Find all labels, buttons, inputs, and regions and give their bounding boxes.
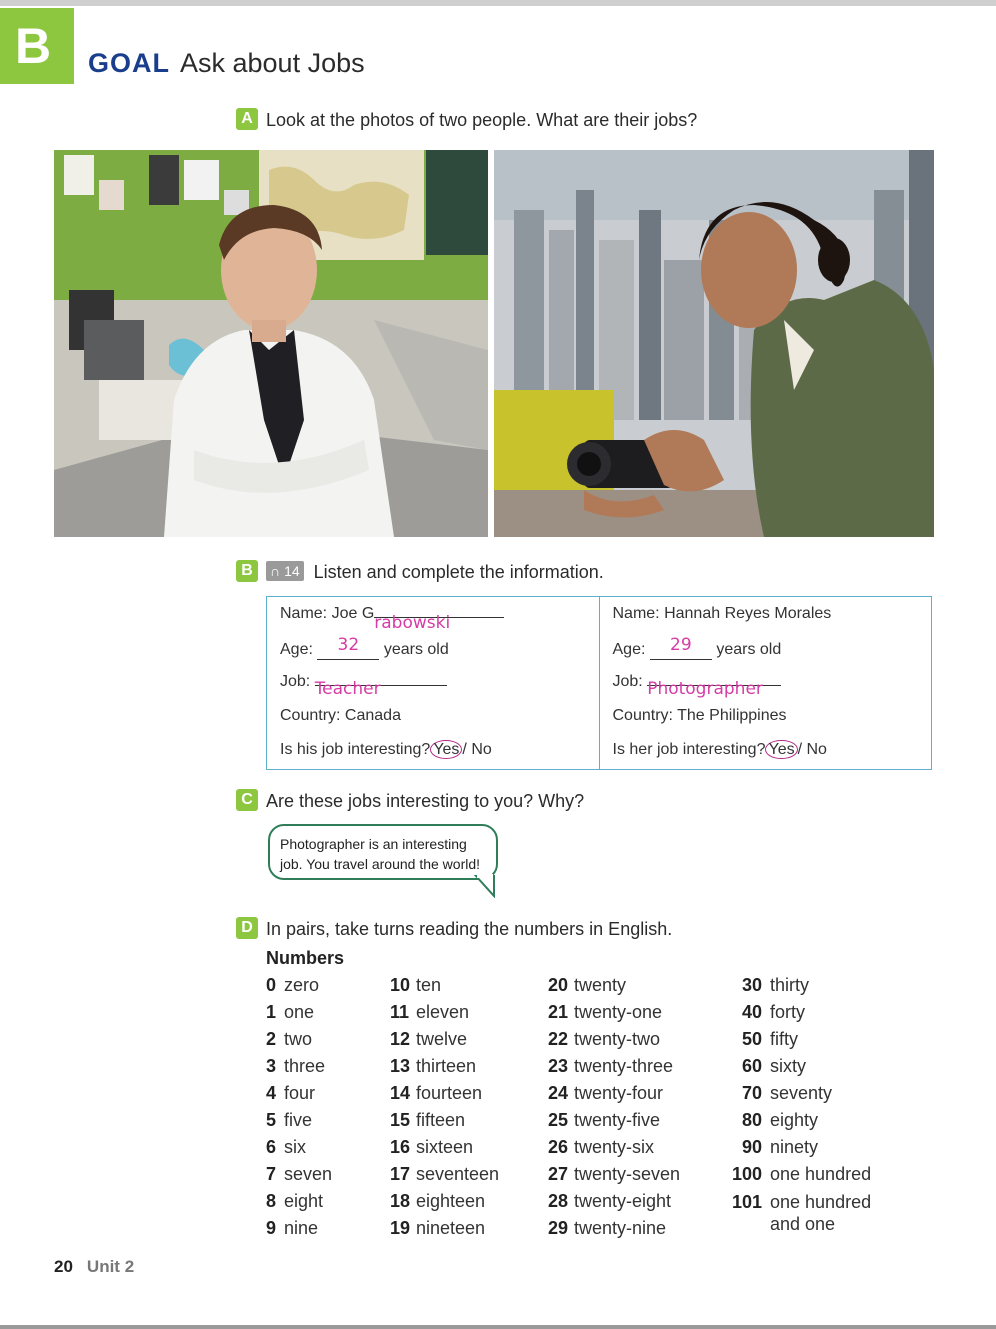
number-item: [728, 1056, 880, 1083]
number-digit: 16: [390, 1137, 411, 1157]
number-word: nine: [284, 1218, 319, 1238]
number-word: five: [284, 1110, 313, 1130]
number-word: twenty-six: [574, 1137, 655, 1157]
numbers-column-4: [728, 975, 880, 1235]
speech-bubble-tail: [474, 874, 498, 898]
person1-age-blank[interactable]: [317, 635, 379, 660]
number-digit: 70: [741, 1083, 762, 1103]
section-badge: [0, 8, 74, 84]
number-word: eighteen: [416, 1191, 486, 1211]
number-word: sixty: [770, 1056, 806, 1076]
number-digit: 11: [390, 1002, 410, 1022]
number-item: [728, 1191, 880, 1235]
person1-job-row: [280, 673, 447, 699]
number-item: [266, 1029, 332, 1056]
person2-age-blank[interactable]: [650, 635, 712, 660]
number-item: [266, 975, 332, 1002]
number-word: forty: [770, 1002, 806, 1022]
number-digit: 27: [548, 1164, 569, 1184]
number-digit: 12: [390, 1029, 411, 1049]
number-word: thirteen: [416, 1056, 477, 1076]
person1-name-answer: rabowski: [374, 613, 451, 633]
number-digit: 7: [266, 1164, 277, 1184]
number-digit: 23: [548, 1056, 569, 1076]
number-word: fifteen: [416, 1110, 466, 1130]
number-word: seven: [284, 1164, 333, 1184]
number-word: fourteen: [416, 1083, 483, 1103]
number-item: [548, 1056, 680, 1083]
exercise-c-text: Are these jobs interesting to you? Why?: [266, 791, 585, 811]
number-digit: 80: [741, 1110, 762, 1130]
page-number: 20: [54, 1257, 73, 1276]
number-word: twenty-two: [574, 1029, 661, 1049]
exercise-a-instruction: [236, 110, 697, 132]
exercise-a-text: Look at the photos of two people. What are their jobs?: [266, 110, 698, 130]
number-word: ninety: [770, 1137, 819, 1157]
number-digit: 20: [548, 975, 569, 995]
number-digit: 15: [390, 1110, 411, 1130]
person2-job-label: Job:: [612, 673, 648, 690]
speech-bubble: [268, 824, 498, 880]
section-letter: B: [14, 18, 52, 74]
number-item: [390, 1137, 499, 1164]
exercise-b-text: Listen and complete the information.: [313, 562, 604, 582]
person2-job-blank[interactable]: [647, 679, 781, 699]
number-digit: 3: [266, 1056, 277, 1076]
person2-card: [599, 597, 932, 769]
number-word: twenty-nine: [574, 1218, 667, 1238]
number-item: [390, 975, 499, 1002]
number-digit: 29: [548, 1218, 569, 1238]
exercise-d-letter: D: [236, 917, 258, 939]
person1-age-row: [280, 635, 449, 660]
number-word: twenty-eight: [574, 1191, 672, 1211]
person2-no-option[interactable]: / No: [797, 741, 827, 758]
number-word: twelve: [416, 1029, 468, 1049]
top-rule: [0, 0, 996, 6]
page-footer: [54, 1257, 134, 1277]
person2-job-row: [612, 673, 782, 699]
person2-question: Is her job interesting?: [612, 741, 766, 758]
person1-question-row: [280, 741, 492, 759]
number-item: [728, 1164, 880, 1191]
number-word: six: [284, 1137, 306, 1157]
number-item: [548, 1137, 680, 1164]
person1-age-answer: 32: [337, 635, 360, 655]
audio-track-number: 14: [284, 563, 300, 580]
number-digit: 13: [390, 1056, 411, 1076]
number-digit: 30: [741, 975, 762, 995]
number-digit: 9: [266, 1218, 277, 1238]
number-digit: 40: [741, 1002, 762, 1022]
number-item: [548, 1164, 680, 1191]
number-digit: 60: [741, 1056, 762, 1076]
number-item: [548, 1029, 680, 1056]
number-word: one hundred and one: [770, 1192, 872, 1234]
number-word: fifty: [770, 1029, 799, 1049]
number-item: [266, 1218, 332, 1245]
teacher-photo: [54, 150, 488, 537]
number-digit: 5: [266, 1110, 277, 1130]
number-item: [266, 1137, 332, 1164]
number-digit: 10: [390, 975, 411, 995]
number-digit: 2: [266, 1029, 277, 1049]
number-word: twenty: [574, 975, 627, 995]
number-item: [390, 1191, 499, 1218]
person2-country: Country: The Philippines: [612, 707, 787, 724]
number-item: [728, 1083, 880, 1110]
number-word: ten: [416, 975, 442, 995]
number-word: twenty-five: [574, 1110, 661, 1130]
number-item: [390, 1002, 499, 1029]
person1-no-option[interactable]: / No: [462, 741, 492, 758]
person1-age-suffix: years old: [383, 641, 449, 658]
number-item: [548, 1218, 680, 1245]
number-digit: 28: [548, 1191, 569, 1211]
number-item: [390, 1110, 499, 1137]
numbers-heading: Numbers: [266, 948, 345, 968]
number-item: [266, 1056, 332, 1083]
exercise-c-instruction: [236, 791, 584, 813]
person2-job-answer: Photographer: [647, 679, 763, 699]
person2-age-label: Age:: [612, 641, 650, 658]
person2-yes-option[interactable]: Yes: [765, 740, 797, 759]
number-item: [548, 1083, 680, 1110]
headphones-icon: ∩: [270, 563, 281, 580]
number-item: [728, 975, 880, 1002]
number-digit: 1: [266, 1002, 277, 1022]
info-table: [266, 596, 932, 770]
exercise-b-letter: B: [236, 560, 258, 582]
number-digit: 4: [266, 1083, 277, 1103]
unit-label: Unit 2: [86, 1257, 135, 1276]
number-item: [266, 1110, 332, 1137]
number-item: [266, 1083, 332, 1110]
number-word: twenty-three: [574, 1056, 674, 1076]
number-word: three: [284, 1056, 326, 1076]
exercise-b-instruction: [236, 562, 604, 584]
person1-country: Country: Canada: [280, 707, 401, 724]
person1-yes-option[interactable]: Yes: [430, 740, 462, 759]
number-word: twenty-one: [574, 1002, 663, 1022]
number-item: [728, 1110, 880, 1137]
number-item: [390, 1056, 499, 1083]
person1-name-label: Name: Joe G: [280, 605, 375, 622]
number-digit: 26: [548, 1137, 569, 1157]
number-item: [728, 1029, 880, 1056]
person1-name-blank[interactable]: [374, 613, 504, 633]
numbers-column-2: [390, 975, 499, 1245]
number-word: eighty: [770, 1110, 819, 1130]
number-word: sixteen: [416, 1137, 474, 1157]
number-word: eight: [284, 1191, 324, 1211]
number-digit: 14: [390, 1083, 411, 1103]
person2-age-row: [612, 635, 782, 660]
person2-question-row: [613, 741, 827, 759]
bottom-rule: [0, 1325, 996, 1329]
number-digit: 19: [390, 1218, 411, 1238]
number-word: seventy: [770, 1083, 833, 1103]
number-digit: 21: [548, 1002, 569, 1022]
exercise-d-text: In pairs, take turns reading the numbers in English.: [266, 919, 673, 939]
number-item: [548, 975, 680, 1002]
number-word: twenty-four: [574, 1083, 664, 1103]
person1-age-label: Age:: [280, 641, 318, 658]
number-digit: 25: [548, 1110, 569, 1130]
number-item: [266, 1002, 332, 1029]
photographer-photo: [494, 150, 934, 537]
number-item: [390, 1083, 499, 1110]
person1-question: Is his job interesting?: [280, 741, 431, 758]
person1-job-label: Job:: [280, 673, 315, 690]
numbers-column-3: [548, 975, 680, 1245]
number-word: nineteen: [416, 1218, 486, 1238]
number-digit: 100: [731, 1164, 762, 1184]
audio-track-tag[interactable]: [266, 561, 304, 581]
speech-bubble-line-1: Photographer is an interesting: [280, 836, 467, 852]
number-digit: 8: [266, 1191, 277, 1211]
number-word: eleven: [416, 1002, 470, 1022]
number-item: [266, 1164, 332, 1191]
number-digit: 101: [731, 1192, 762, 1212]
person2-age-answer: 29: [670, 635, 692, 655]
number-word: seventeen: [416, 1164, 500, 1184]
person1-job-blank[interactable]: [314, 679, 447, 699]
number-item: [390, 1164, 499, 1191]
exercise-d-instruction: [236, 919, 672, 941]
number-digit: 18: [390, 1191, 411, 1211]
number-item: [548, 1110, 680, 1137]
person1-job-answer: Teacher: [314, 679, 381, 699]
number-digit: 6: [266, 1137, 277, 1157]
exercise-c-letter: C: [236, 789, 258, 811]
number-item: [728, 1137, 880, 1164]
number-word: four: [284, 1083, 316, 1103]
number-item: [548, 1191, 680, 1218]
number-digit: 22: [548, 1029, 569, 1049]
exercise-a-letter: A: [236, 108, 258, 130]
number-word: two: [284, 1029, 313, 1049]
number-digit: 50: [741, 1029, 762, 1049]
number-item: [390, 1029, 499, 1056]
number-word: thirty: [770, 975, 810, 995]
number-item: [548, 1002, 680, 1029]
goal-heading: [88, 48, 365, 79]
number-item: [728, 1002, 880, 1029]
person2-name: Name: Hannah Reyes Morales: [612, 605, 832, 622]
number-word: zero: [284, 975, 320, 995]
person2-age-suffix: years old: [716, 641, 782, 658]
person1-card: [267, 597, 599, 769]
number-item: [390, 1218, 499, 1245]
number-digit: 0: [266, 975, 277, 995]
number-word: one: [284, 1002, 315, 1022]
number-digit: 17: [390, 1164, 411, 1184]
goal-title: Ask about Jobs: [180, 48, 365, 78]
number-word: twenty-seven: [574, 1164, 681, 1184]
number-word: one hundred: [770, 1164, 872, 1184]
goal-label: GOAL: [88, 48, 170, 78]
number-digit: 90: [741, 1137, 762, 1157]
number-digit: 24: [548, 1083, 569, 1103]
numbers-column-1: [266, 975, 332, 1245]
speech-bubble-line-2: job. You travel around the world!: [280, 856, 481, 872]
number-item: [266, 1191, 332, 1218]
person1-name-row: [280, 605, 504, 633]
